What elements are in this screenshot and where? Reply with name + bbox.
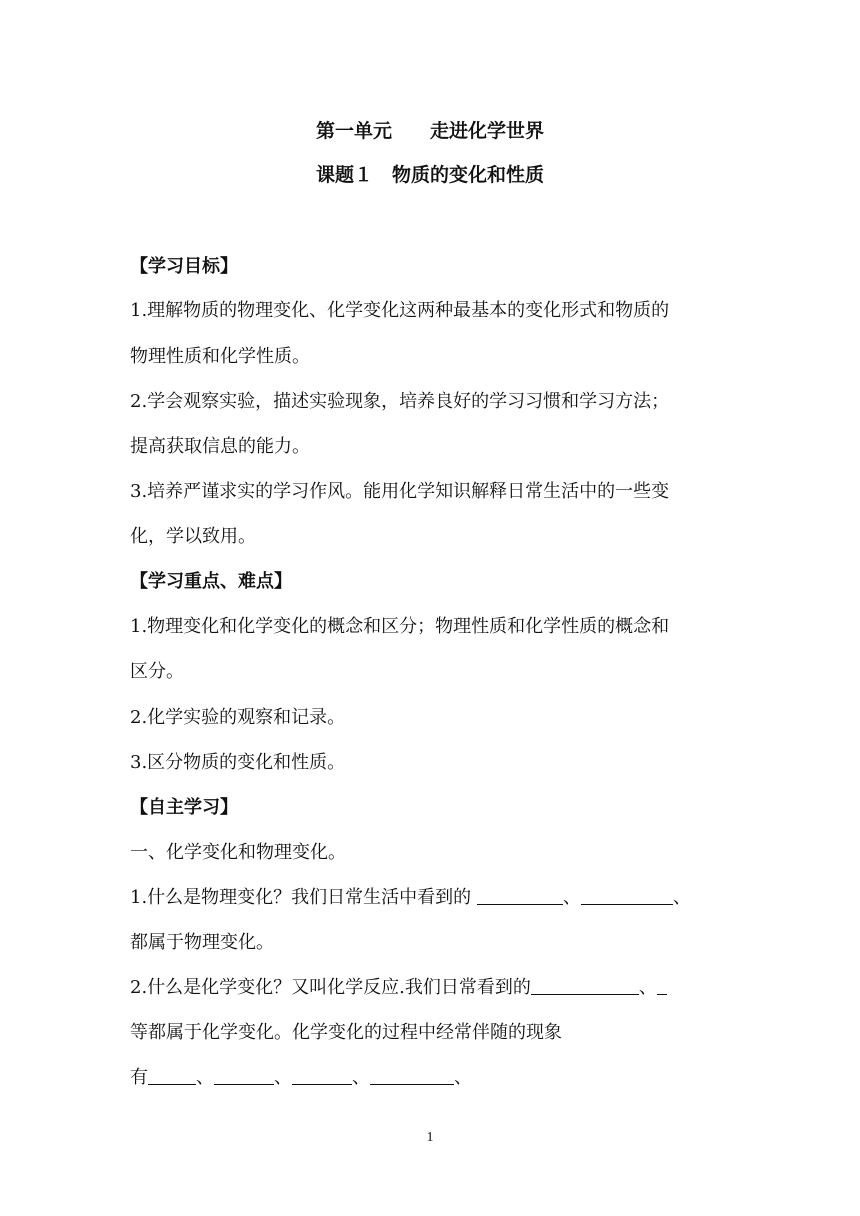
section-one-title: 一、化学变化和物理变化。 [130, 842, 346, 863]
objective-line: 2.学会观察实验，描述实验现象，培养良好的学习习惯和学习方法； [130, 391, 670, 412]
separator: 、 [196, 1067, 214, 1088]
self-study-heading: 【自主学习】 [130, 797, 238, 818]
separator: 、 [638, 977, 657, 998]
page-number: 1 [426, 1130, 434, 1145]
fill-blank[interactable] [292, 1066, 352, 1085]
objectives-heading: 【学习目标】 [130, 256, 238, 277]
objective-line: 3.培养严谨求实的学习作风。能用化学知识解释日常生活中的一些变 [130, 481, 670, 502]
fill-blank[interactable] [148, 1066, 196, 1085]
question-one [130, 883, 691, 909]
question-three-text: 有 [130, 1067, 148, 1088]
objective-line: 物理性质和化学性质。 [130, 346, 310, 367]
separator: 、 [672, 887, 691, 908]
fill-blank[interactable] [370, 1066, 454, 1085]
separator: 、 [562, 887, 581, 908]
unit-title: 第一单元 走进化学世界 [315, 120, 544, 142]
objective-line: 1.理解物质的物理变化、化学变化这两种最基本的变化形式和物质的 [130, 300, 670, 321]
question-three [130, 1063, 472, 1089]
lesson-title: 课题１ 物质的变化和性质 [315, 164, 544, 186]
objective-line: 提高获取信息的能力。 [130, 436, 310, 457]
fill-blank[interactable] [581, 886, 673, 905]
question-two [130, 973, 667, 999]
question-two-text: 2.什么是化学变化？又叫化学反应.我们日常看到的 [130, 977, 531, 998]
question-one-text: 1.什么是物理变化？我们日常生活中看到的 [130, 887, 477, 908]
question-two-continued: 等都属于化学变化。化学变化的过程中经常伴随的现象 [130, 1022, 562, 1043]
separator: 、 [352, 1067, 370, 1088]
objective-line: 化，学以致用。 [130, 526, 256, 547]
key-point-line: 1.物理变化和化学变化的概念和区分；物理性质和化学性质的概念和 [130, 616, 670, 637]
question-one-continued: 都属于物理变化。 [130, 932, 274, 953]
key-points-heading: 【学习重点、难点】 [130, 571, 292, 592]
fill-blank[interactable] [657, 976, 667, 995]
fill-blank[interactable] [531, 976, 639, 995]
separator: 、 [454, 1067, 472, 1088]
key-point-line: 3.区分物质的变化和性质。 [130, 752, 346, 773]
fill-blank[interactable] [477, 886, 563, 905]
key-point-line: 2.化学实验的观察和记录。 [130, 707, 346, 728]
key-point-line: 区分。 [130, 661, 184, 682]
separator: 、 [274, 1067, 292, 1088]
fill-blank[interactable] [214, 1066, 274, 1085]
